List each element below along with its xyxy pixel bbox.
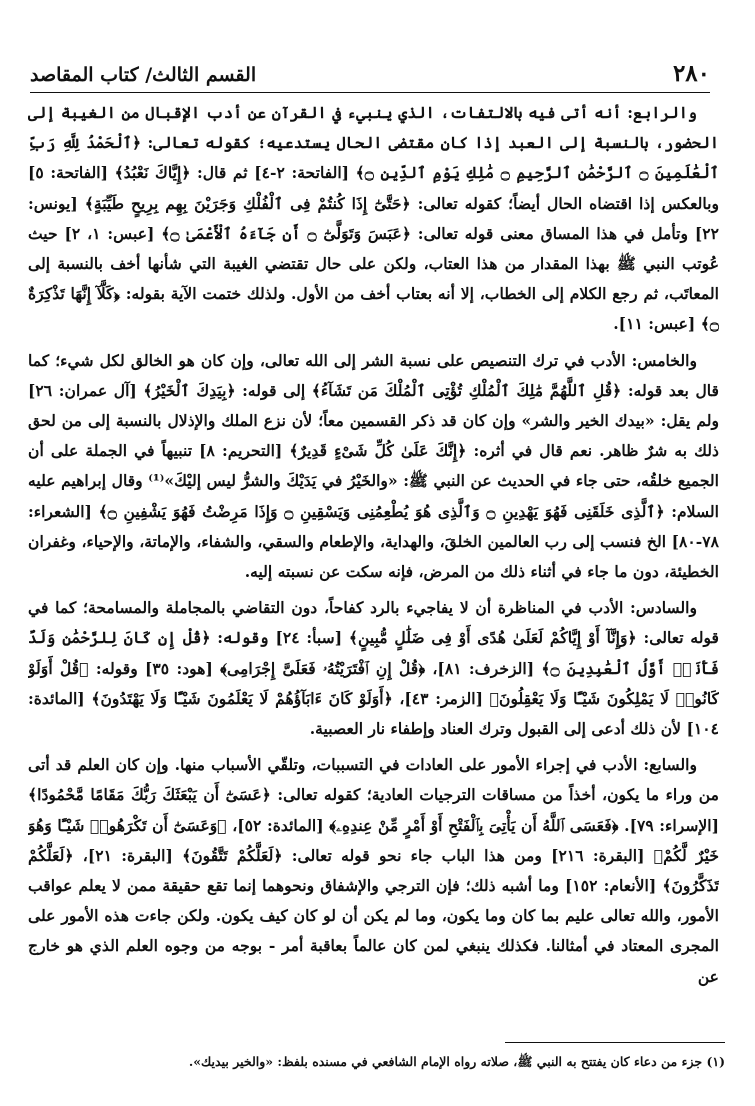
- footnote-divider: [505, 1042, 725, 1043]
- page-header: [30, 58, 710, 93]
- page-body: [28, 98, 719, 998]
- paragraph-fourth: والرابع: أنه أتى فيه بالالتفات، الذي ينبيء في القرآن عن أدب الإقبال من الغيبة إلى الحضور، بالنسبة إلى العبد إذا كان مقتضى الحال يستدعيه؛ كقوله تعالى: ﴿ٱلْحَمْدُ لِلَّهِ رَبِّ ٱلْعَٰلَمِينَ ۝ ٱلرَّحْمَٰنِ ٱلرَّحِيمِ ۝ مَٰلِكِ يَوْمِ ٱلدِّينِ ۝﴾ [الفاتحة: ٢-٤] ثم قال: ﴿إِيَّاكَ نَعْبُدُ﴾ [الفاتحة: ٥] وبالعكس إذا اقتضاه الحال أيضاً؛ كقوله تعالى: ﴿حَتَّىٰٓ إِذَا كُنتُمْ فِى ٱلْفُلْكِ وَجَرَيْنَ بِهِم بِرِيحٍ طَيِّبَةٍ﴾ [يونس: ٢٢] وتأمل في هذا المساق معنى قوله تعالى: ﴿عَبَسَ وَتَوَلَّىٰٓ ۝ أَن جَآءَهُ ٱلْأَعْمَىٰ ۝﴾ [عبس: ١، ٢] حيث عُوتب النبي ﷺ بهذا المقدار من هذا العتاب، ولكن على حال تقتضي الغيبة التي شأنها أخف بالنسبة إلى المعاتَب، ثم رجع الكلام إلى الخطاب، إلا أنه بعتاب أخف من الأول. ولذلك ختمت الآية بقوله: ﴿كَلَّآ إِنَّهَا تَذْكِرَةٌ ۝﴾ [عبس: ١١].: [28, 103, 719, 334]
- footnote: (١) جزء من دعاء كان يفتتح به النبي ﷺ، صلاته رواه الإمام الشافعي في مسنده بلفظ: «والخير بيديك».: [188, 1054, 725, 1069]
- page-number: ٢٨٠: [672, 60, 710, 87]
- paragraph-fifth: والخامس: الأدب في ترك التنصيص على نسبة الشر إلى الله تعالى، وإن كان هو الخالق لكل شيء؛ كما قال بعد قوله: ﴿قُلِ ٱللَّهُمَّ مَٰلِكَ ٱلْمُلْكِ تُؤْتِى ٱلْمُلْكَ مَن تَشَآءُ﴾ إلى قوله: ﴿بِيَدِكَ ٱلْخَيْرُ﴾ [آل عمران: ٢٦] ولم يقل: «بيدك الخير والشر» وإن كان قد ذكر القسمين معاً؛ لأن نزع الملك والإذلال بالنسبة إلى من لحق ذلك به شرٌ ظاهر. نعم قال في أثره: ﴿إِنَّكَ عَلَىٰ كُلِّ شَىْءٍ قَدِيرٌ﴾ [التحريم: ٨] تنبيهاً في الجملة على أن الجميع خلقُه، حتى جاء في الحديث عن النبي ﷺ: «والخَيْرُ في يَدَيْكَ والشرُّ ليس إليْكَ»⁽¹⁾ وقال إبراهيم عليه السلام: ﴿ٱلَّذِى خَلَقَنِى فَهُوَ يَهْدِينِ ۝ وَٱلَّذِى هُوَ يُطْعِمُنِى وَيَسْقِينِ ۝ وَإِذَا مَرِضْتُ فَهُوَ يَشْفِينِ ۝﴾ [الشعراء: ٧٨-٨٠] الخ فنسب إلى رب العالمين الخلقَ، والهداية، والإطعام والسقي، والشفاء، والإماتة، والإحياء، وغفران الخطيئة، دون ما جاء في أثناء ذلك من المرض، فإنه سكت عن نسبته إليه.: [28, 350, 719, 582]
- running-title: القسم الثالث/ كتاب المقاصد: [30, 64, 257, 86]
- paragraph-sixth: والسادس: الأدب في المناظرة أن لا يفاجيء بالرد كفاحاً، دون التقاضي بالمجاملة والمسامحة؛ كما في قوله تعالى: ﴿وَإِنَّآ أَوْ إِيَّاكُمْ لَعَلَىٰ هُدًى أَوْ فِى ضَلَٰلٍ مُّبِينٍ﴾ [سبأ: ٢٤] وقوله: ﴿قُلْ إِن كَانَ لِلرَّحْمَٰنِ وَلَدٌ فَأَنَا۠ أَوَّلُ ٱلْعَٰبِدِينَ ۝﴾ [الزخرف: ٨١]، ﴿قُلْ إِنِ ٱفْتَرَيْتُهُۥ فَعَلَىَّ إِجْرَامِى﴾ [هود: ٣٥] وقوله: ﴿قُلْ أَوَلَوْ كَانُوا۟ لَا يَمْلِكُونَ شَيْـًٔا وَلَا يَعْقِلُونَ﴾ [الزمر: ٤٣]، ﴿أَوَلَوْ كَانَ ءَابَآؤُهُمْ لَا يَعْلَمُونَ شَيْـًٔا وَلَا يَهْتَدُونَ﴾ [المائدة: ١٠٤] لأن ذلك أدعى إلى القبول وترك العناد وإطفاء نار العصبية.: [28, 598, 719, 739]
- paragraph-seventh: والسابع: الأدب في إجراء الأمور على العادات في التسببات، وتلقّي الأسباب منها. وإن كان العلم قد أتى من وراء ما يكون، أخذاً من مساقات الترجيات العادية؛ كقوله تعالى: ﴿عَسَىٰٓ أَن يَبْعَثَكَ رَبُّكَ مَقَامًا مَّحْمُودًا﴾ [الإسراء: ٧٩]. ﴿فَعَسَى ٱللَّهُ أَن يَأْتِىَ بِٱلْفَتْحِ أَوْ أَمْرٍ مِّنْ عِندِهِۦ﴾ [المائدة: ٥٢]، ﴿وَعَسَىٰٓ أَن تَكْرَهُوا۟ شَيْـًٔا وَهُوَ خَيْرٌ لَّكُمْ﴾ [البقرة: ٢١٦] ومن هذا الباب جاء نحو قوله تعالى: ﴿لَعَلَّكُمْ تَتَّقُونَ﴾ [البقرة: ٢١]، ﴿لَعَلَّكُمْ تَذَكَّرُونَ﴾ [الأنعام: ١٥٢] وما أشبه ذلك؛ فإن الترجي والإشفاق ونحوهما إنما تقع حقيقة ممن لا يعلم عواقب الأمور، والله تعالى عليم بما كان وما يكون، وما لم يكن أن لو كان كيف يكون. ولكن جاءت هذه الأمور على المجرى المعتاد في أمثالنا. فكذلك ينبغي لمن كان عالماً بعاقبة أمر - بوجه من وجوه العلم الذي هو خارج عن: [28, 755, 719, 986]
